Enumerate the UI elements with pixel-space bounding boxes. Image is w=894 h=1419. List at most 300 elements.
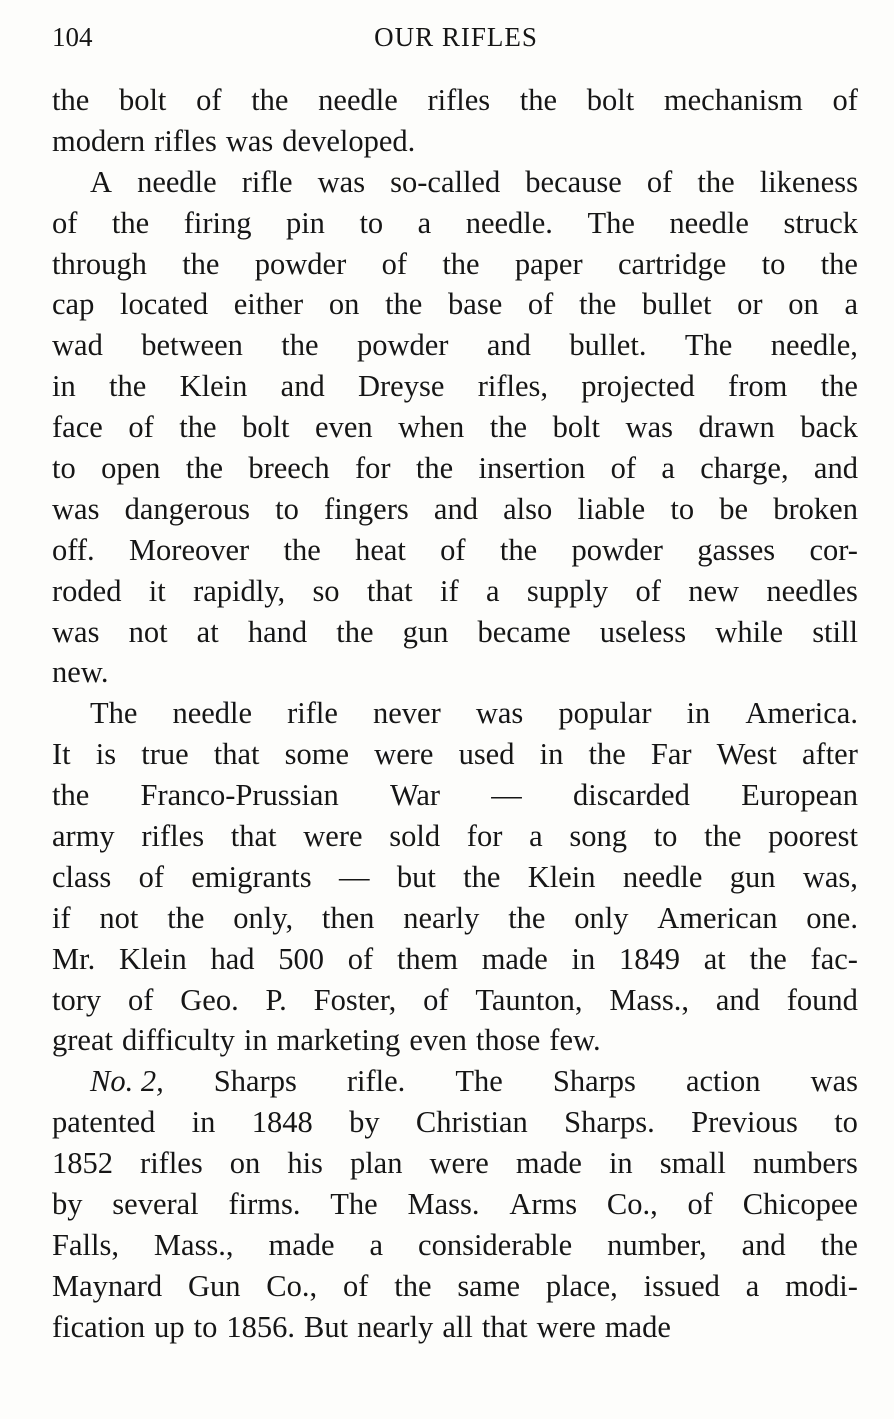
- word: needle: [172, 696, 253, 731]
- word: broken: [773, 491, 858, 526]
- word: one.: [806, 900, 858, 935]
- word: the: [385, 287, 423, 322]
- word: pin: [285, 205, 325, 240]
- word: powder: [356, 328, 449, 363]
- text-line: [52, 898, 858, 939]
- word: the: [499, 532, 538, 567]
- word: Klein: [118, 941, 187, 976]
- word: the: [281, 328, 319, 363]
- word: some: [284, 737, 350, 772]
- word: the: [182, 246, 220, 281]
- word: 1852: [52, 1146, 113, 1181]
- word: of: [646, 164, 673, 199]
- word: the: [519, 83, 558, 117]
- word: liable: [577, 491, 646, 526]
- word: of: [128, 410, 154, 445]
- word: wad: [52, 328, 103, 363]
- word: it: [148, 573, 166, 608]
- word: needle: [622, 859, 703, 894]
- word: Taunton,: [475, 982, 583, 1017]
- text-line: [52, 325, 858, 366]
- word: bolt: [586, 83, 635, 117]
- word: were: [303, 819, 363, 854]
- word: located: [120, 287, 209, 322]
- word: Moreover: [128, 532, 250, 567]
- word: Klein: [527, 859, 596, 894]
- word: back: [800, 410, 858, 445]
- word: cap: [52, 287, 95, 322]
- word: fingers: [324, 491, 409, 526]
- word: rifle: [241, 164, 293, 199]
- text-line: [52, 366, 858, 407]
- word: of: [610, 451, 636, 486]
- word: needle.: [465, 205, 553, 240]
- word: made: [268, 1227, 335, 1262]
- word: rifle.: [346, 1064, 406, 1099]
- word: a: [369, 1227, 384, 1262]
- word: face: [52, 410, 103, 445]
- text-line: [52, 121, 858, 162]
- word: the: [111, 205, 150, 240]
- word: Mr.: [52, 941, 96, 976]
- text-line: [52, 162, 858, 203]
- word: The: [587, 205, 635, 240]
- italic-lead: No. 2,: [90, 1064, 164, 1099]
- word: if: [52, 900, 71, 935]
- word: only: [574, 900, 629, 935]
- text-line: [52, 1266, 858, 1307]
- word: Geo.: [180, 982, 239, 1017]
- text-line: [52, 244, 858, 285]
- word: insertion: [478, 451, 586, 486]
- word: only,: [233, 900, 294, 935]
- word: and: [741, 1227, 786, 1262]
- text-line: [52, 980, 858, 1021]
- word: Mass.,: [609, 982, 690, 1017]
- text-line: [52, 203, 858, 244]
- word: to: [275, 491, 299, 526]
- word: gun: [402, 614, 449, 649]
- word: all: [442, 1309, 473, 1344]
- paragraph: [52, 162, 858, 694]
- word: several: [112, 1187, 199, 1222]
- word: charge,: [700, 451, 789, 486]
- text-line: [52, 816, 858, 857]
- word: powder: [254, 246, 347, 281]
- word: small: [659, 1146, 726, 1181]
- word: of: [440, 532, 466, 567]
- word: them: [396, 941, 458, 976]
- word: of: [347, 941, 374, 976]
- word: became: [477, 614, 571, 649]
- word: the: [749, 941, 787, 976]
- word: in: [52, 369, 76, 404]
- word: needle: [669, 205, 749, 240]
- word: after: [802, 737, 858, 772]
- word: while: [715, 614, 784, 649]
- word: true: [141, 737, 189, 772]
- word: poorest: [768, 819, 858, 854]
- word: the: [820, 1227, 858, 1262]
- word: of: [687, 1187, 713, 1222]
- word: up: [154, 1309, 185, 1344]
- word: needles: [766, 573, 858, 608]
- word: the: [394, 1268, 432, 1303]
- text-line: [52, 80, 858, 121]
- word: but: [396, 859, 436, 894]
- word: firing: [183, 205, 252, 240]
- word: in: [539, 737, 564, 772]
- word: that: [213, 737, 260, 772]
- word: the: [820, 246, 858, 281]
- word: class: [52, 859, 112, 894]
- word: were: [429, 1146, 489, 1181]
- word: made: [604, 1309, 671, 1344]
- word: still: [812, 614, 858, 649]
- word: new.: [52, 655, 109, 690]
- word: of: [342, 1268, 369, 1303]
- word: Maynard: [52, 1268, 163, 1303]
- word: cor-: [809, 532, 858, 567]
- word: had: [210, 941, 255, 976]
- word: 1856.: [226, 1309, 296, 1344]
- word: a: [529, 819, 543, 854]
- word: Mass.: [407, 1187, 480, 1222]
- word: of: [381, 246, 407, 281]
- word: a: [417, 205, 432, 240]
- word: 1848: [251, 1105, 313, 1140]
- word: American: [657, 900, 778, 935]
- text-line: [52, 1143, 858, 1184]
- word: even: [315, 410, 373, 445]
- word: fac-: [810, 941, 858, 976]
- word: be: [719, 491, 749, 526]
- word: struck: [783, 205, 858, 240]
- text-line: [52, 939, 858, 980]
- word: also: [503, 491, 553, 526]
- word: a: [485, 573, 500, 608]
- word: plan: [349, 1146, 403, 1181]
- word: considerable: [418, 1227, 573, 1262]
- word: Falls,: [52, 1227, 119, 1262]
- word: at: [703, 941, 726, 976]
- word: to: [52, 451, 76, 486]
- word: never: [373, 696, 441, 731]
- word: the: [489, 410, 528, 445]
- text-line: [52, 530, 858, 571]
- word: was: [475, 696, 524, 731]
- word: the: [579, 287, 617, 322]
- word: from: [728, 369, 788, 404]
- running-title: OUR RIFLES: [374, 22, 538, 52]
- word: even: [409, 1023, 467, 1058]
- word: modern: [52, 123, 146, 158]
- word: mechanism: [663, 83, 803, 117]
- word: base: [448, 287, 503, 322]
- word: patented: [52, 1105, 156, 1140]
- text-line: [52, 1307, 858, 1348]
- word: to: [193, 1309, 218, 1344]
- word: Sharps: [213, 1064, 297, 1099]
- word: Co.,: [606, 1187, 658, 1222]
- word: the: [704, 819, 742, 854]
- word: army: [52, 819, 115, 854]
- word: numbers: [752, 1146, 858, 1181]
- word: that: [481, 1309, 528, 1344]
- word: Co.,: [266, 1268, 318, 1303]
- word: powder: [571, 532, 663, 567]
- word: War: [389, 778, 441, 813]
- word: of: [127, 982, 154, 1017]
- text-line: [52, 775, 858, 816]
- word: for: [354, 451, 391, 486]
- word: nearly: [357, 1309, 434, 1344]
- word: the: [179, 410, 217, 445]
- word: firms.: [228, 1187, 301, 1222]
- word: Arms: [509, 1187, 578, 1222]
- word: rifles: [140, 1146, 203, 1181]
- word: to: [761, 246, 786, 281]
- word: the: [442, 246, 480, 281]
- word: hand: [247, 614, 308, 649]
- word: or: [737, 287, 763, 322]
- text-line: [52, 448, 858, 489]
- word: The: [455, 1064, 503, 1099]
- word: in: [608, 1146, 633, 1181]
- word: not: [99, 900, 139, 935]
- word: needle,: [770, 328, 858, 363]
- word: But: [304, 1309, 349, 1344]
- word: Christian: [415, 1105, 528, 1140]
- word: number,: [607, 1227, 707, 1262]
- word: was: [225, 123, 274, 158]
- word: the: [283, 532, 321, 567]
- word: action: [685, 1064, 761, 1099]
- word: cartridge: [617, 246, 727, 281]
- word: sold: [389, 819, 441, 854]
- word: the: [185, 451, 223, 486]
- word: Franco-Prussian: [140, 778, 339, 813]
- word: a: [844, 287, 858, 322]
- word: drawn: [698, 410, 775, 445]
- text-line: [52, 734, 858, 775]
- word: new: [688, 573, 740, 608]
- word: his: [287, 1146, 323, 1181]
- word: breech: [248, 451, 330, 486]
- word: the: [109, 369, 147, 404]
- word: in: [243, 1023, 268, 1058]
- word: to: [653, 819, 678, 854]
- word: the: [251, 83, 289, 117]
- body-text: [52, 80, 858, 1348]
- word: The: [330, 1187, 378, 1222]
- word: at: [196, 614, 219, 649]
- text-line: [52, 489, 858, 530]
- word: found: [786, 982, 858, 1017]
- word: the: [463, 859, 501, 894]
- word: the: [415, 451, 454, 486]
- word: a: [745, 1268, 760, 1303]
- word: was: [52, 614, 100, 649]
- word: to: [670, 491, 695, 526]
- word: 1849: [619, 941, 680, 976]
- word: heat: [355, 532, 406, 567]
- word: Gun: [187, 1268, 241, 1303]
- paragraph: [52, 693, 858, 1061]
- word: America.: [745, 696, 858, 731]
- word: in: [686, 696, 711, 731]
- text-line: [52, 1184, 858, 1225]
- word: by: [349, 1105, 380, 1140]
- word: dangerous: [124, 491, 250, 526]
- word: by: [52, 1187, 83, 1222]
- word: made: [515, 1146, 582, 1181]
- word: the: [336, 614, 374, 649]
- word: if: [439, 573, 459, 608]
- word: European: [741, 778, 858, 813]
- word: marketing: [276, 1023, 401, 1058]
- word: to: [834, 1105, 858, 1140]
- word: so: [312, 573, 340, 608]
- text-line: [52, 571, 858, 612]
- word: Dreyse: [358, 369, 445, 404]
- word: nearly: [403, 900, 480, 935]
- word: Previous: [691, 1105, 798, 1140]
- word: that: [366, 573, 413, 608]
- word: was,: [802, 859, 858, 894]
- text-line: [52, 693, 858, 734]
- word: the: [52, 83, 90, 117]
- word: was: [52, 491, 100, 526]
- word: great: [52, 1023, 113, 1058]
- word: developed.: [282, 123, 416, 158]
- text-line: [52, 857, 858, 898]
- word: of: [52, 205, 78, 240]
- word: of: [423, 982, 449, 1017]
- word: bolt: [552, 410, 601, 445]
- word: on: [328, 287, 360, 322]
- word: the: [508, 900, 546, 935]
- text-line: [52, 1102, 858, 1143]
- word: is: [95, 737, 117, 772]
- word: discarded: [572, 778, 690, 813]
- word: on: [229, 1146, 261, 1181]
- text-line: [52, 284, 858, 325]
- word: in: [191, 1105, 216, 1140]
- word: rifles: [427, 83, 491, 117]
- word: needle: [318, 83, 398, 117]
- word: so-called: [390, 164, 501, 199]
- word: useless: [599, 614, 687, 649]
- word: P.: [265, 982, 287, 1017]
- word: between: [141, 328, 243, 363]
- word: gasses: [697, 532, 776, 567]
- text-line: [52, 1020, 858, 1061]
- word: to: [359, 205, 384, 240]
- word: rifle: [287, 696, 338, 731]
- word: issued: [643, 1268, 720, 1303]
- word: and: [715, 982, 760, 1017]
- word: Mass.,: [153, 1227, 234, 1262]
- word: likeness: [759, 164, 858, 199]
- word: Chicopee: [742, 1187, 858, 1222]
- word: same: [457, 1268, 520, 1303]
- word: place,: [545, 1268, 618, 1303]
- word: Sharps.: [564, 1105, 655, 1140]
- word: because: [525, 164, 622, 199]
- word: bullet: [641, 287, 712, 322]
- word: few.: [549, 1023, 601, 1058]
- word: song: [569, 819, 627, 854]
- paragraph: [52, 80, 858, 162]
- word: bullet.: [569, 328, 647, 363]
- word: a: [661, 451, 675, 486]
- word: 500: [278, 941, 325, 976]
- word: roded: [52, 573, 122, 608]
- word: off.: [52, 532, 95, 567]
- word: rifles: [154, 123, 217, 158]
- word: then: [321, 900, 375, 935]
- word: were: [536, 1309, 596, 1344]
- word: was: [625, 410, 673, 445]
- word: that: [230, 819, 277, 854]
- text-line: [52, 612, 858, 653]
- word: bolt: [242, 410, 290, 445]
- word: A: [90, 164, 113, 199]
- word: was: [810, 1064, 858, 1099]
- word: emigrants: [191, 859, 312, 894]
- word: either: [233, 287, 304, 322]
- word: the: [167, 900, 205, 935]
- word: —: [491, 778, 522, 813]
- word: Klein: [179, 369, 248, 404]
- word: West: [716, 737, 777, 772]
- running-head: [52, 16, 860, 56]
- word: supply: [526, 573, 609, 608]
- word: The: [90, 696, 138, 731]
- word: fication: [52, 1309, 146, 1344]
- word: gun: [729, 859, 776, 894]
- word: and: [433, 491, 478, 526]
- text-line: [52, 407, 858, 448]
- word: difficulty: [121, 1023, 235, 1058]
- word: of: [635, 573, 661, 608]
- word: the: [588, 737, 626, 772]
- word: the: [697, 164, 735, 199]
- word: Far: [650, 737, 692, 772]
- text-line: [52, 652, 858, 693]
- word: and: [813, 451, 858, 486]
- word: paper: [514, 246, 583, 281]
- word: those: [475, 1023, 541, 1058]
- word: open: [101, 451, 161, 486]
- word: rifles,: [477, 369, 548, 404]
- word: It: [52, 737, 71, 772]
- word: and: [486, 328, 531, 363]
- word: The: [684, 328, 733, 363]
- word: rifles: [141, 819, 205, 854]
- word: made: [481, 941, 548, 976]
- word: when: [398, 410, 465, 445]
- paragraph: [52, 1061, 858, 1347]
- word: rapidly,: [193, 573, 286, 608]
- word: on: [788, 287, 819, 322]
- word: Sharps: [552, 1064, 636, 1099]
- word: in: [571, 941, 596, 976]
- word: and: [280, 369, 325, 404]
- word: the: [52, 778, 90, 813]
- page-number: 104: [52, 22, 93, 52]
